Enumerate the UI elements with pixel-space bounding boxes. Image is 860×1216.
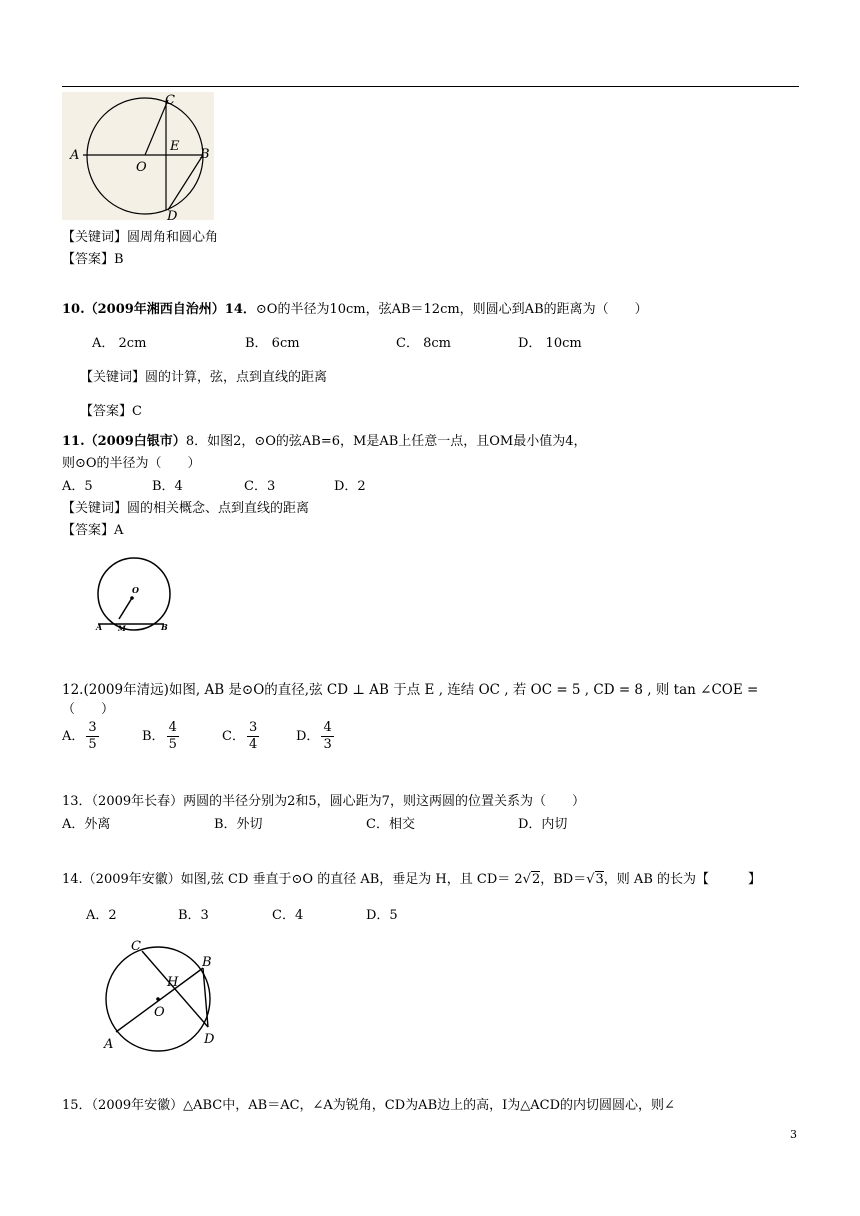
q10-option-a: A． 2cm <box>92 336 147 351</box>
fig2-label-o: O <box>132 585 139 595</box>
q11-stem-line2: 则⊙O的半径为（ ） <box>62 456 201 471</box>
q12-c-den: 4 <box>248 737 258 752</box>
q11-option-a: A．5 <box>62 479 93 494</box>
q10-question <box>62 298 648 317</box>
q14-stem-c: ，则 AB 的长为【 】 <box>603 872 762 887</box>
q11-question <box>62 430 587 449</box>
q12-a-den: 5 <box>88 737 97 752</box>
fig3-label-o: O <box>154 1005 165 1020</box>
q11-keyword: 【关键词】圆的相关概念、点到直线的距离 <box>62 501 310 516</box>
fig3-label-c: C <box>131 939 141 954</box>
fig2-label-m: M <box>118 624 126 633</box>
fig2-label-b: B <box>161 622 168 632</box>
q13-option-a: A．外离 <box>62 817 111 832</box>
q12-d-num: 4 <box>323 720 332 735</box>
q14-option-d: D．5 <box>366 908 398 923</box>
figure-circle-ab-cd <box>100 936 226 1052</box>
figure-circle-om <box>88 556 184 636</box>
q14-option-b: B．3 <box>178 908 209 923</box>
q12-b-num: 4 <box>168 720 177 735</box>
q12-a-num: 3 <box>88 720 97 735</box>
q10-prefix: 10.（2009年湘西自治州）14． <box>62 302 256 317</box>
q11-answer: 【答案】A <box>62 523 124 538</box>
q11-option-d: D．2 <box>334 479 366 494</box>
fig1-label-b: B <box>200 147 210 162</box>
q10-option-b: B． 6cm <box>245 336 300 351</box>
figure-circle-cd-ab <box>62 92 214 220</box>
q12-option-a: A． $\frac{3}{5}$ <box>62 720 97 752</box>
q11-stem: 8．如图2，⊙O的弦AB=6，M是AB上任意一点，且OM最小值为4， <box>185 434 587 449</box>
q14-option-c: C．4 <box>272 908 304 923</box>
q10-answer: 【答案】C <box>80 404 142 419</box>
q14-stem: 14.（2009年安徽）如图,弦 CD 垂直于⊙O 的直径 AB，垂足为 H，且 CD＝ 2√2，BD＝√3，则 AB 的长为【 】 <box>62 872 762 887</box>
fig3-label-d: D <box>204 1032 215 1047</box>
fig1-label-e: E <box>170 139 180 154</box>
q14-stem-a: 14.（2009年安徽）如图,弦 CD 垂直于⊙O 的直径 AB，垂足为 H，且 CD＝ 2 <box>62 872 523 887</box>
q11-option-b: B．4 <box>152 479 183 494</box>
q13-option-d: D．内切 <box>518 817 568 832</box>
q14-stem-b: ，BD＝ <box>540 872 587 887</box>
q12-stem: 12.(2009年清远)如图, AB 是⊙O的直径,弦 CD ⊥ AB 于点 E , 连结 OC , 若 OC = 5 , CD = 8 , 则 tan ∠COE = <box>62 682 759 698</box>
q14-option-a: A．2 <box>86 908 117 923</box>
fig1-label-d: D <box>167 209 178 220</box>
q10-option-d: D． 10cm <box>518 336 582 351</box>
q14-sqrt-3: 3 <box>595 872 604 887</box>
q11-prefix: 11.（2009白银市） <box>62 434 186 449</box>
q13-option-c: C．相交 <box>366 817 415 832</box>
q12-options <box>62 720 376 753</box>
header-rule <box>62 86 799 87</box>
fig1-label-c: C <box>165 93 175 108</box>
q13-stem: 13．（2009年长春）两圆的半径分别为2和5，圆心距为7，则这两圆的位置关系为（ ） <box>62 794 585 809</box>
fig3-label-a: A <box>104 1037 114 1052</box>
q12-paren: （ ） <box>62 702 115 717</box>
q12-b-den: 5 <box>168 737 177 752</box>
fig2-label-a: A <box>96 622 103 632</box>
q14-sqrt-2: 2 <box>531 872 541 887</box>
q12-option-b: B． $\frac{4}{5}$ <box>142 720 177 752</box>
q12-c-num: 3 <box>248 720 258 735</box>
q10-keyword: 【关键词】圆的计算，弦，点到直线的距离 <box>80 370 328 385</box>
q10-option-c: C． 8cm <box>396 336 451 351</box>
fig1-label-a: A <box>70 148 80 163</box>
fig1-label-o: O <box>136 160 147 175</box>
fig3-label-h: H <box>167 975 179 990</box>
q9-keyword: 【关键词】圆周角和圆心角 <box>62 230 219 245</box>
q9-answer: 【答案】B <box>62 252 124 267</box>
fig3-label-b: B <box>202 955 212 970</box>
q13-option-b: B．外切 <box>214 817 263 832</box>
page-number: 3 <box>790 1128 797 1141</box>
q12-d-den: 3 <box>323 737 332 752</box>
q11-option-c: C．3 <box>244 479 276 494</box>
q12-option-d: D． $\frac{4}{3}$ <box>296 720 332 752</box>
q10-stem: ⊙O的半径为10cm，弦AB＝12cm，则圆心到AB的距离为（ ） <box>255 302 648 317</box>
q15-stem: 15．（2009年安徽）△ABC中，AB＝AC，∠A为锐角，CD为AB边上的高，I为△ACD的内切圆圆心，则∠ <box>62 1098 675 1113</box>
q12-option-c: C． $\frac{3}{4}$ <box>222 720 258 752</box>
